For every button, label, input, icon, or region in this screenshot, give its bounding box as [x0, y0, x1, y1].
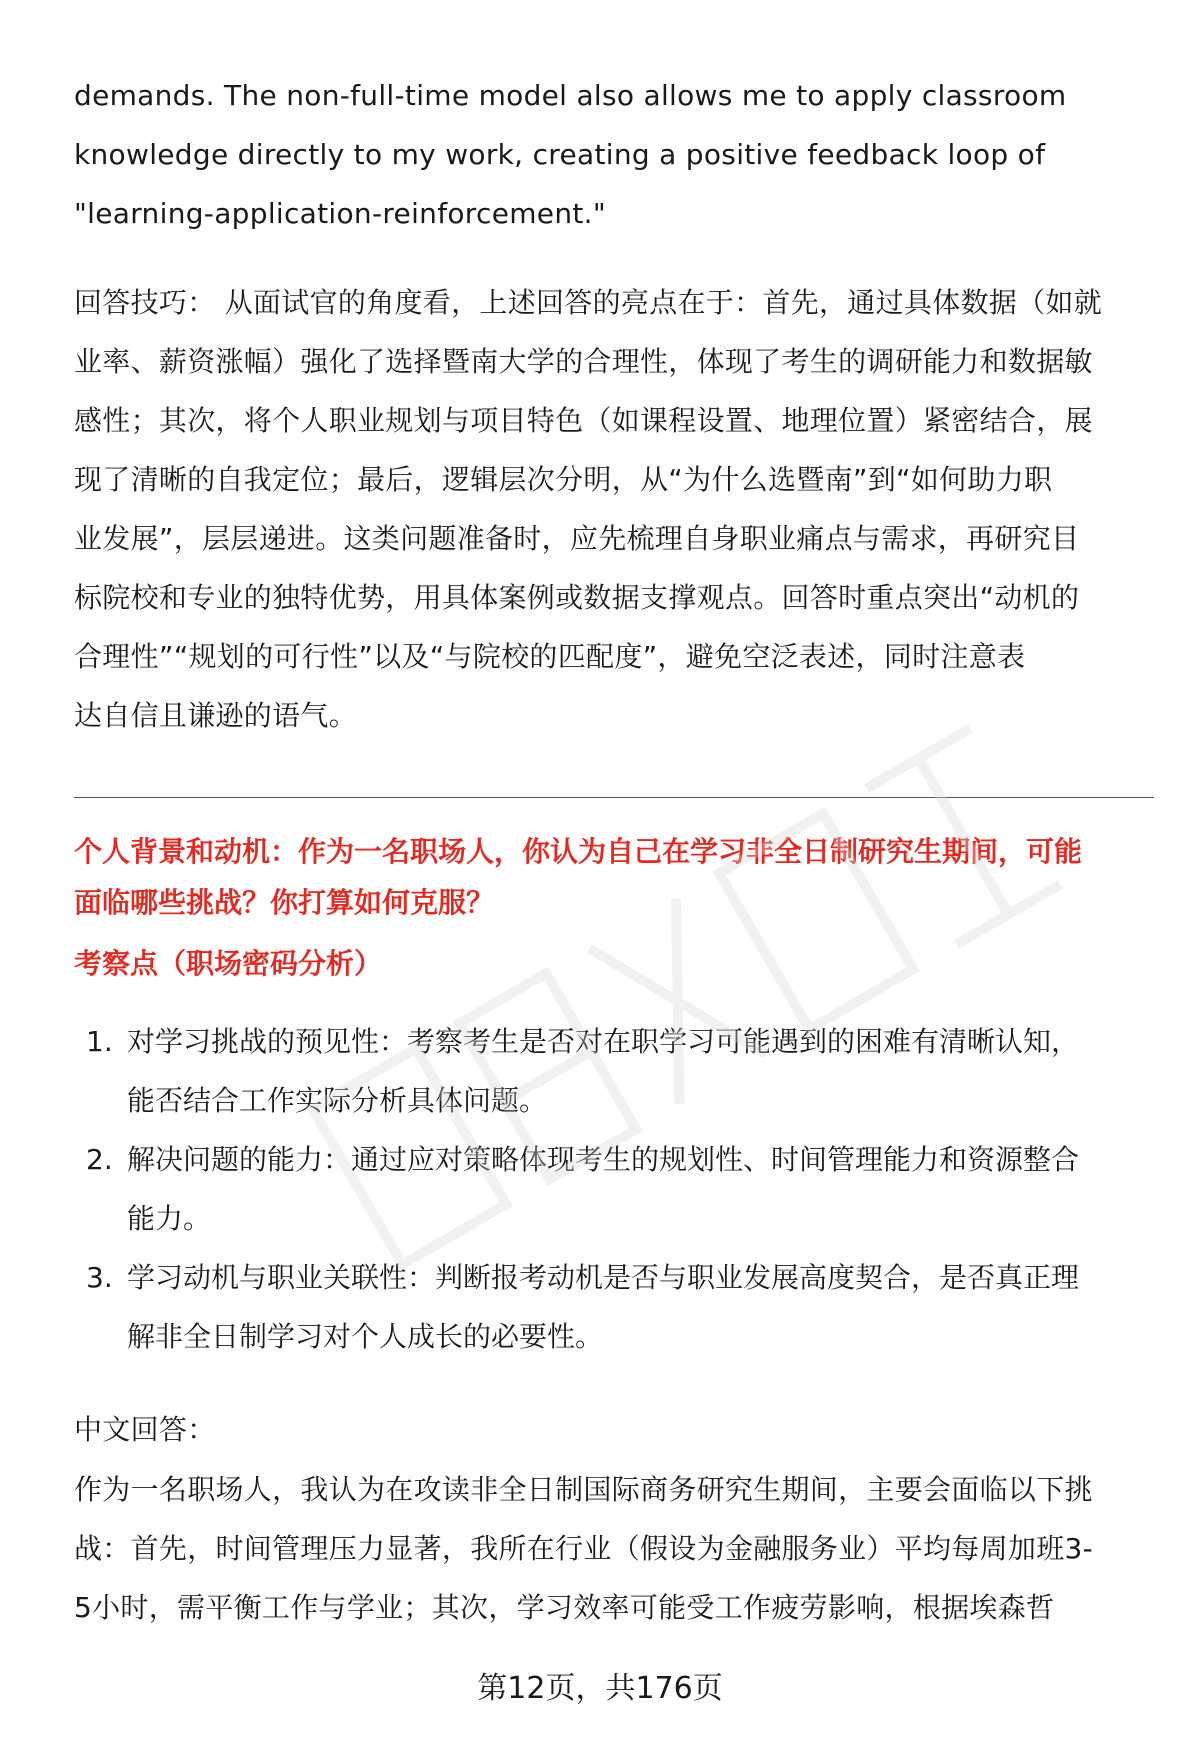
- list-line: 能否结合工作实际分析具体问题。: [127, 1084, 548, 1117]
- list-number: 3.: [86, 1261, 113, 1294]
- list-item: [74, 1012, 1079, 1130]
- tips-line: 感性；其次，将个人职业规划与项目特色（如课程设置、地理位置）紧密结合，展: [74, 404, 1093, 437]
- tips-line: 达自信且谦逊的语气。: [74, 699, 358, 732]
- tips-line: 业发展”，层层递进。这类问题准备时，应先梳理自身职业痛点与需求，再研究目: [74, 522, 1080, 555]
- tips-line: 标院校和专业的独特优势，用具体案例或数据支撑观点。回答时重点突出“动机的: [74, 581, 1080, 614]
- answer-line: 5小时，需平衡工作与学业；其次，学习效率可能受工作疲劳影响，根据埃森哲: [74, 1591, 1055, 1624]
- answer-title: 中文回答：: [74, 1413, 216, 1446]
- list-line: 解决问题的能力：通过应对策略体现考生的规划性、时间管理能力和资源整合: [127, 1143, 1080, 1176]
- intro-line: demands. The non-full-time model also allows me to apply classroom: [74, 79, 1067, 112]
- answer-line: 作为一名职场人，我认为在攻读非全日制国际商务研究生期间，主要会面临以下挑: [74, 1473, 1093, 1506]
- section-divider: [74, 797, 1154, 798]
- intro-line: "learning-application-reinforcement.": [74, 197, 607, 230]
- list-line: 学习动机与职业关联性：判断报考动机是否与职业发展高度契合，是否真正理: [127, 1261, 1080, 1294]
- list-line: 对学习挑战的预见性：考察考生是否对在职学习可能遇到的困难有清晰认知，: [127, 1025, 1080, 1058]
- question-heading: [74, 826, 1082, 928]
- tips-line: 合理性”“规划的可行性”以及“与院校的匹配度”，避免空泛表述，同时注意表: [74, 640, 1026, 673]
- tips-line: 回答技巧： 从面试官的角度看，上述回答的亮点在于：首先，通过具体数据（如就: [74, 286, 1103, 319]
- question-line: 面临哪些挑战？你打算如何克服？: [74, 886, 495, 919]
- page-footer: 第12页，共176页: [477, 1671, 723, 1706]
- intro-paragraph: [74, 66, 1066, 243]
- list-line: 解非全日制学习对个人成长的必要性。: [127, 1320, 604, 1353]
- focus-title: 考察点（职场密码分析）: [74, 947, 383, 980]
- intro-line: knowledge directly to my work, creating a positive feedback loop of: [74, 138, 1046, 171]
- list-item: [74, 1130, 1079, 1248]
- list-line: 能力。: [127, 1202, 212, 1235]
- list-item: [74, 1248, 1079, 1366]
- tips-line: 现了清晰的自我定位；最后，逻辑层次分明，从“为什么选暨南”到“如何助力职: [74, 463, 1053, 496]
- answer-line: 战：首先，时间管理压力显著，我所在行业（假设为金融服务业）平均每周加班3-: [74, 1532, 1094, 1565]
- tips-paragraph: [74, 273, 1102, 745]
- answer-paragraph: [74, 1460, 1093, 1637]
- list-number: 1.: [86, 1025, 113, 1058]
- tips-line: 业率、薪资涨幅）强化了选择暨南大学的合理性，体现了考生的调研能力和数据敏: [74, 345, 1093, 378]
- list-number: 2.: [86, 1143, 113, 1176]
- focus-list: [74, 1012, 1079, 1366]
- question-line: 个人背景和动机：作为一名职场人，你认为自己在学习非全日制研究生期间，可能: [74, 835, 1083, 868]
